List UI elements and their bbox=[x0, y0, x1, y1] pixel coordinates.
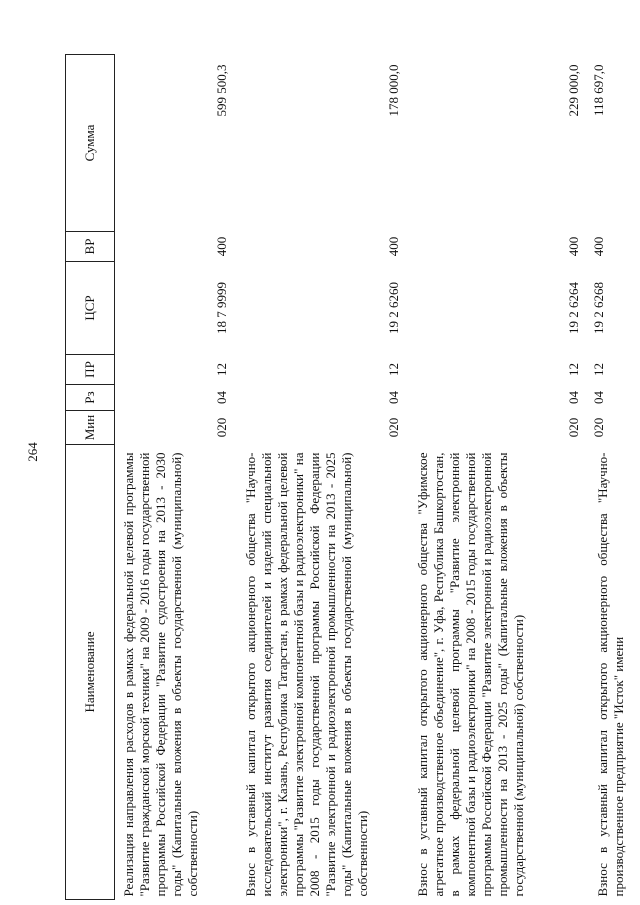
row-rz: 04 bbox=[566, 391, 581, 404]
row-sum: 118 697,0 bbox=[591, 64, 606, 117]
row-rz: 04 bbox=[214, 391, 229, 404]
header-min: Мин bbox=[66, 411, 115, 445]
table-row bbox=[237, 55, 409, 900]
row-csr: 18 7 9999 bbox=[214, 282, 229, 334]
table-row bbox=[115, 55, 238, 900]
row-pr: 12 bbox=[591, 363, 606, 376]
row-sum: 599 500,3 bbox=[214, 64, 229, 117]
table-row bbox=[589, 55, 640, 900]
rotated-table-page bbox=[65, 55, 626, 900]
row-csr: 19 2 6264 bbox=[566, 282, 581, 334]
header-csr: ЦСР bbox=[66, 262, 115, 355]
row-vr: 400 bbox=[214, 236, 229, 257]
row-pr: 12 bbox=[566, 363, 581, 376]
row-csr: 19 2 6260 bbox=[386, 282, 401, 334]
header-rz: Рз bbox=[66, 385, 115, 411]
page-number: 264 bbox=[25, 442, 40, 462]
header-pr: ПР bbox=[66, 355, 115, 385]
table-header-row bbox=[66, 55, 115, 900]
row-rz: 04 bbox=[591, 391, 606, 404]
row-min: 020 bbox=[214, 417, 229, 438]
row-name: Взнос в уставный капитал открытого акционерного общества "Научно-производственное предприятие "Исток" имени bbox=[595, 452, 626, 897]
row-min: 020 bbox=[386, 417, 401, 438]
header-name: Наименование bbox=[66, 445, 115, 900]
row-pr: 12 bbox=[386, 363, 401, 376]
row-min: 020 bbox=[566, 417, 581, 438]
row-sum: 229 000,0 bbox=[566, 64, 581, 117]
row-name: Взнос в уставный капитал открытого акционерного общества "Научно-исследовательский институт развития соединителей и изделий специальной электроники", г. Казань, Республика Татарстан, в рамках федеральной целевой программы "Развитие электронной компонентной базы и радиоэлектроники" на 2008 - 2015 годы государственной программы Российской Федерации "Развитие электронной и радиоэлектронной промышленности на 2013 - 2025 годы" (Капитальные вложения в объекты государственной (муниципальной) собственности) bbox=[243, 452, 370, 897]
row-rz: 04 bbox=[386, 391, 401, 404]
row-pr: 12 bbox=[214, 363, 229, 376]
header-sum: Сумма bbox=[66, 55, 115, 232]
row-vr: 400 bbox=[591, 236, 606, 257]
row-name: Реализация направления расходов в рамках федеральной целевой программы "Развитие гражданской морской техники" на 2009 - 2016 годы государственной программы Российской Федерации "Развитие судостроения на 2013 - 2030 годы" (Капитальные вложения в объекты государственной (муниципальной) собственности) bbox=[121, 452, 200, 897]
row-csr: 19 2 6268 bbox=[591, 282, 606, 334]
row-vr: 400 bbox=[386, 236, 401, 257]
row-min: 020 bbox=[591, 417, 606, 438]
table-row bbox=[409, 55, 589, 900]
budget-table bbox=[65, 54, 640, 900]
header-vr: ВР bbox=[66, 232, 115, 262]
row-name: Взнос в уставный капитал открытого акционерного общества "Уфимское агрегатное производственное объединение", г. Уфа, Республика Башкортостан, в рамках федеральной целевой программы "Развитие электронной компонентной базы и радиоэлектроники" на 2008 - 2015 годы государственной программы Российской Федерации "Развитие электронной и радиоэлектронной промышленности на 2013 - 2025 годы" (Капитальные вложения в объекты государственной (муниципальной) собственности) bbox=[415, 452, 526, 897]
row-vr: 400 bbox=[566, 236, 581, 257]
row-sum: 178 000,0 bbox=[386, 64, 401, 117]
